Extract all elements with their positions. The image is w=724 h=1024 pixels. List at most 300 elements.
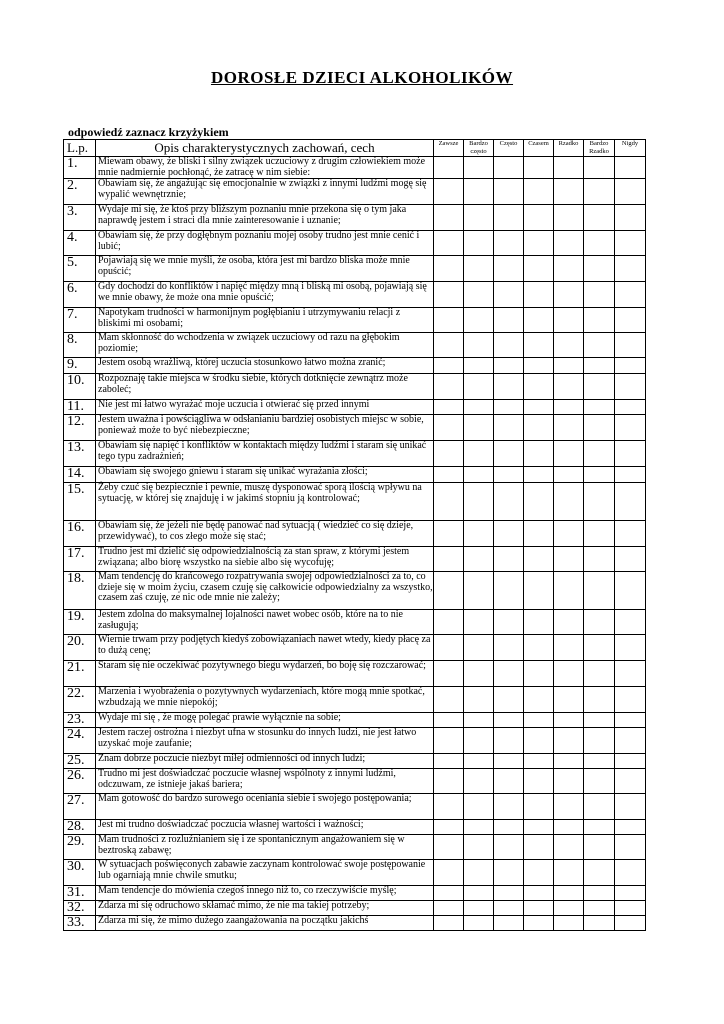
answer-cell-never[interactable] [615,205,646,231]
table-row [64,374,646,400]
answer-cell-very-rarely[interactable] [584,256,615,282]
answer-cell-never[interactable] [615,333,646,358]
answer-cell-often[interactable] [494,157,524,179]
answer-cell-never[interactable] [615,308,646,333]
answer-cell-sometimes[interactable] [524,358,554,374]
answer-cell-always[interactable] [434,916,464,931]
answer-cell-sometimes[interactable] [524,415,554,441]
answer-cell-never[interactable] [615,256,646,282]
row-description: Mam trudności z rozluźnianiem się i ze spontanicznym angażowaniem się w beztroską zabawę; [96,835,434,860]
answer-cell-sometimes[interactable] [524,713,554,728]
answer-cell-never[interactable] [615,860,646,886]
answer-cell-sometimes[interactable] [524,886,554,901]
answer-cell-sometimes[interactable] [524,635,554,661]
row-number: 6. [64,282,96,308]
answer-cell-always[interactable] [434,467,464,483]
answer-cell-very-often[interactable] [464,572,494,610]
answer-cell-very-often[interactable] [464,661,494,687]
answer-cell-very-rarely[interactable] [584,358,615,374]
answer-cell-always[interactable] [434,282,464,308]
answer-cell-never[interactable] [615,415,646,441]
answer-cell-sometimes[interactable] [524,179,554,205]
answer-cell-very-rarely[interactable] [584,374,615,400]
answer-cell-always[interactable] [434,713,464,728]
answer-cell-never[interactable] [615,441,646,467]
answer-cell-very-rarely[interactable] [584,572,615,610]
answer-cell-often[interactable] [494,415,524,441]
answer-cell-never[interactable] [615,687,646,713]
answer-cell-sometimes[interactable] [524,835,554,860]
answer-cell-never[interactable] [615,769,646,794]
answer-cell-rarely[interactable] [554,157,584,179]
answer-cell-rarely[interactable] [554,835,584,860]
answer-cell-often[interactable] [494,794,524,820]
answer-cell-sometimes[interactable] [524,794,554,820]
answer-cell-always[interactable] [434,547,464,572]
answer-cell-very-often[interactable] [464,916,494,931]
answer-cell-often[interactable] [494,886,524,901]
row-number: 24. [64,728,96,754]
answer-cell-rarely[interactable] [554,333,584,358]
answer-cell-very-rarely[interactable] [584,415,615,441]
answer-cell-sometimes[interactable] [524,547,554,572]
answer-cell-rarely[interactable] [554,860,584,886]
answer-cell-very-rarely[interactable] [584,769,615,794]
answer-cell-often[interactable] [494,333,524,358]
answer-cell-often[interactable] [494,521,524,547]
answer-cell-very-rarely[interactable] [584,205,615,231]
answer-cell-never[interactable] [615,820,646,835]
answer-cell-never[interactable] [615,179,646,205]
answer-cell-very-rarely[interactable] [584,860,615,886]
answer-cell-always[interactable] [434,308,464,333]
answer-cell-always[interactable] [434,231,464,256]
answer-cell-never[interactable] [615,521,646,547]
answer-cell-never[interactable] [615,358,646,374]
answer-cell-sometimes[interactable] [524,754,554,769]
answer-cell-always[interactable] [434,754,464,769]
header-description: Opis charakterystycznych zachowań, cech [96,140,434,157]
answer-cell-always[interactable] [434,179,464,205]
answer-cell-often[interactable] [494,358,524,374]
table-row [64,400,646,415]
answer-cell-often[interactable] [494,308,524,333]
answer-cell-always[interactable] [434,358,464,374]
answer-cell-very-rarely[interactable] [584,713,615,728]
answer-cell-very-often[interactable] [464,467,494,483]
answer-cell-never[interactable] [615,754,646,769]
row-description: Obawiam się, że przy dogłębnym poznaniu mojej osoby trudno jest mnie cenić i lubić; [96,231,434,256]
answer-cell-sometimes[interactable] [524,467,554,483]
row-description: Marzenia i wyobrażenia o pozytywnych wydarzeniach, które mogą mnie spotkać, wzbudzają we mnie niepokój; [96,687,434,713]
answer-cell-rarely[interactable] [554,635,584,661]
answer-cell-sometimes[interactable] [524,661,554,687]
answer-cell-often[interactable] [494,205,524,231]
row-number: 3. [64,205,96,231]
answer-cell-very-rarely[interactable] [584,179,615,205]
answer-cell-rarely[interactable] [554,754,584,769]
row-number: 12. [64,415,96,441]
row-number: 10. [64,374,96,400]
answer-cell-never[interactable] [615,835,646,860]
answer-cell-rarely[interactable] [554,794,584,820]
answer-cell-rarely[interactable] [554,231,584,256]
answer-cell-never[interactable] [615,916,646,931]
answer-cell-sometimes[interactable] [524,441,554,467]
row-number: 21. [64,661,96,687]
answer-cell-often[interactable] [494,467,524,483]
answer-cell-rarely[interactable] [554,687,584,713]
answer-cell-very-often[interactable] [464,886,494,901]
answer-cell-sometimes[interactable] [524,205,554,231]
answer-cell-often[interactable] [494,179,524,205]
answer-cell-rarely[interactable] [554,769,584,794]
answer-cell-never[interactable] [615,231,646,256]
answer-cell-very-often[interactable] [464,308,494,333]
answer-cell-sometimes[interactable] [524,333,554,358]
answer-cell-very-rarely[interactable] [584,610,615,635]
answer-cell-always[interactable] [434,374,464,400]
table-row [64,467,646,483]
answer-cell-often[interactable] [494,547,524,572]
answer-cell-often[interactable] [494,728,524,754]
answer-cell-never[interactable] [615,282,646,308]
answer-cell-rarely[interactable] [554,205,584,231]
answer-cell-always[interactable] [434,333,464,358]
answer-cell-always[interactable] [434,769,464,794]
answer-cell-very-often[interactable] [464,728,494,754]
answer-cell-very-rarely[interactable] [584,441,615,467]
answer-cell-often[interactable] [494,374,524,400]
answer-cell-rarely[interactable] [554,916,584,931]
answer-cell-rarely[interactable] [554,661,584,687]
answer-cell-always[interactable] [434,901,464,916]
answer-cell-never[interactable] [615,547,646,572]
answer-cell-often[interactable] [494,231,524,256]
table-row [64,635,646,661]
answer-cell-never[interactable] [615,467,646,483]
header-option-always: Zawsze [434,140,464,157]
answer-cell-very-rarely[interactable] [584,282,615,308]
answer-cell-always[interactable] [434,860,464,886]
answer-cell-very-rarely[interactable] [584,157,615,179]
answer-cell-sometimes[interactable] [524,157,554,179]
answer-cell-rarely[interactable] [554,610,584,635]
answer-cell-rarely[interactable] [554,886,584,901]
answer-cell-always[interactable] [434,886,464,901]
answer-cell-often[interactable] [494,661,524,687]
answer-cell-never[interactable] [615,400,646,415]
answer-cell-very-often[interactable] [464,835,494,860]
table-row [64,916,646,931]
answer-cell-sometimes[interactable] [524,282,554,308]
answer-cell-always[interactable] [434,728,464,754]
answer-cell-often[interactable] [494,635,524,661]
row-description: Staram się nie oczekiwać pozytywnego biegu wydarzeń, bo boję się rozczarować; [96,661,434,687]
answer-cell-always[interactable] [434,415,464,441]
answer-cell-always[interactable] [434,157,464,179]
row-description: Obawiam się napięć i konfliktów w kontaktach między ludźmi i staram się unikać tego typu zadrażnień; [96,441,434,467]
table-row [64,794,646,820]
answer-cell-very-often[interactable] [464,610,494,635]
row-number: 20. [64,635,96,661]
answer-cell-often[interactable] [494,483,524,521]
answer-cell-often[interactable] [494,901,524,916]
row-description: Pojawiają się we mnie myśli, że osoba, która jest mi bardzo bliska może mnie opuścić; [96,256,434,282]
answer-cell-rarely[interactable] [554,521,584,547]
row-description: Jestem uważna i powściągliwa w odsłanianiu bardziej osobistych miejsc w sobie, ponieważ może to być niebezpieczne; [96,415,434,441]
header-lp: L.p. [64,140,96,157]
answer-cell-always[interactable] [434,483,464,521]
answer-cell-very-often[interactable] [464,860,494,886]
table-row [64,256,646,282]
answer-cell-very-rarely[interactable] [584,521,615,547]
answer-cell-very-often[interactable] [464,179,494,205]
answer-cell-very-often[interactable] [464,483,494,521]
table-row [64,901,646,916]
answer-cell-sometimes[interactable] [524,572,554,610]
row-description: Obawiam się, że jeżeli nie będę panować nad sytuacją ( wiedzieć co się dzieje, przewidywać), to cos złego może się stać; [96,521,434,547]
answer-cell-rarely[interactable] [554,400,584,415]
row-number: 17. [64,547,96,572]
answer-cell-never[interactable] [615,713,646,728]
answer-cell-always[interactable] [434,610,464,635]
answer-cell-very-rarely[interactable] [584,687,615,713]
answer-cell-very-often[interactable] [464,374,494,400]
answer-cell-never[interactable] [615,483,646,521]
row-description: Rozpoznaję takie miejsca w środku siebie, których dotknięcie zewnątrz może zaboleć; [96,374,434,400]
row-description: Napotykam trudności w harmonijnym pogłębianiu i utrzymywaniu relacji z bliskimi mi osobami; [96,308,434,333]
table-row [64,713,646,728]
answer-cell-never[interactable] [615,374,646,400]
answer-cell-rarely[interactable] [554,713,584,728]
answer-cell-always[interactable] [434,687,464,713]
answer-cell-rarely[interactable] [554,728,584,754]
answer-cell-very-often[interactable] [464,820,494,835]
answer-cell-rarely[interactable] [554,467,584,483]
answer-cell-very-often[interactable] [464,521,494,547]
row-number: 29. [64,835,96,860]
page-title: DOROSŁE DZIECI ALKOHOLIKÓW [210,68,514,87]
questionnaire-table [63,139,646,931]
answer-cell-rarely[interactable] [554,179,584,205]
answer-cell-very-often[interactable] [464,157,494,179]
row-description: Mam tendencję do krańcowego rozpatrywania swojej odpowiedzialności za to, co dzieje się w moim życiu, czasem czuję się całkowicie odpowiedzialny za wszystko, czasem zaś czuję, ze nic ode mnie nie zależy; [96,572,434,610]
answer-cell-often[interactable] [494,754,524,769]
answer-cell-very-often[interactable] [464,358,494,374]
table-row [64,308,646,333]
answer-cell-often[interactable] [494,441,524,467]
answer-cell-often[interactable] [494,687,524,713]
instruction-text: odpowiedź zaznacz krzyżykiem [68,125,229,139]
table-row [64,282,646,308]
answer-cell-always[interactable] [434,400,464,415]
answer-cell-always[interactable] [434,794,464,820]
table-row [64,835,646,860]
answer-cell-very-rarely[interactable] [584,661,615,687]
table-row [64,754,646,769]
answer-cell-very-rarely[interactable] [584,728,615,754]
answer-cell-never[interactable] [615,661,646,687]
answer-cell-very-often[interactable] [464,754,494,769]
answer-cell-very-rarely[interactable] [584,754,615,769]
answer-cell-sometimes[interactable] [524,231,554,256]
row-description: Wydaje mi się , że mogę polegać prawie wyłącznie na sobie; [96,713,434,728]
row-description: Znam dobrze poczucie niezbyt miłej odmienności od innych ludzi; [96,754,434,769]
answer-cell-very-often[interactable] [464,713,494,728]
answer-cell-very-often[interactable] [464,794,494,820]
answer-cell-always[interactable] [434,205,464,231]
table-row [64,179,646,205]
answer-cell-rarely[interactable] [554,901,584,916]
answer-cell-very-rarely[interactable] [584,483,615,521]
table-row [64,769,646,794]
answer-cell-very-rarely[interactable] [584,308,615,333]
answer-cell-sometimes[interactable] [524,483,554,521]
answer-cell-never[interactable] [615,610,646,635]
table-row [64,820,646,835]
answer-cell-sometimes[interactable] [524,256,554,282]
answer-cell-often[interactable] [494,713,524,728]
answer-cell-very-rarely[interactable] [584,794,615,820]
row-description: Mam gotowość do bardzo surowego oceniania siebie i swojego postępowania; [96,794,434,820]
answer-cell-sometimes[interactable] [524,521,554,547]
row-number: 13. [64,441,96,467]
answer-cell-very-rarely[interactable] [584,916,615,931]
row-description: Wiernie trwam przy podjętych kiedyś zobowiązaniach nawet wtedy, kiedy płacę za to dużą cenę; [96,635,434,661]
answer-cell-very-often[interactable] [464,333,494,358]
answer-cell-rarely[interactable] [554,374,584,400]
answer-cell-very-rarely[interactable] [584,835,615,860]
answer-cell-sometimes[interactable] [524,308,554,333]
table-row [64,728,646,754]
row-number: 25. [64,754,96,769]
answer-cell-often[interactable] [494,572,524,610]
answer-cell-very-rarely[interactable] [584,886,615,901]
answer-cell-very-often[interactable] [464,256,494,282]
answer-cell-very-often[interactable] [464,205,494,231]
answer-cell-often[interactable] [494,256,524,282]
answer-cell-very-often[interactable] [464,687,494,713]
answer-cell-always[interactable] [434,521,464,547]
row-number: 9. [64,358,96,374]
answer-cell-very-often[interactable] [464,635,494,661]
answer-cell-rarely[interactable] [554,415,584,441]
table-row [64,205,646,231]
answer-cell-often[interactable] [494,820,524,835]
answer-cell-often[interactable] [494,610,524,635]
answer-cell-never[interactable] [615,901,646,916]
table-row [64,441,646,467]
answer-cell-always[interactable] [434,256,464,282]
answer-cell-sometimes[interactable] [524,687,554,713]
row-number: 18. [64,572,96,610]
answer-cell-sometimes[interactable] [524,610,554,635]
answer-cell-often[interactable] [494,282,524,308]
answer-cell-rarely[interactable] [554,282,584,308]
answer-cell-always[interactable] [434,661,464,687]
answer-cell-sometimes[interactable] [524,860,554,886]
table-row [64,610,646,635]
answer-cell-never[interactable] [615,728,646,754]
table-row [64,572,646,610]
answer-cell-rarely[interactable] [554,441,584,467]
answer-cell-never[interactable] [615,572,646,610]
answer-cell-never[interactable] [615,635,646,661]
answer-cell-very-often[interactable] [464,441,494,467]
answer-cell-always[interactable] [434,835,464,860]
answer-cell-rarely[interactable] [554,820,584,835]
header-option-never: Nigdy [615,140,646,157]
answer-cell-very-often[interactable] [464,547,494,572]
answer-cell-rarely[interactable] [554,572,584,610]
answer-cell-very-often[interactable] [464,901,494,916]
answer-cell-very-rarely[interactable] [584,635,615,661]
answer-cell-often[interactable] [494,860,524,886]
answer-cell-always[interactable] [434,635,464,661]
answer-cell-always[interactable] [434,441,464,467]
table-row [64,521,646,547]
header-option-sometimes: Czasem [524,140,554,157]
answer-cell-always[interactable] [434,572,464,610]
answer-cell-rarely[interactable] [554,308,584,333]
answer-cell-never[interactable] [615,794,646,820]
answer-cell-very-often[interactable] [464,400,494,415]
answer-cell-rarely[interactable] [554,483,584,521]
answer-cell-very-often[interactable] [464,769,494,794]
answer-cell-very-rarely[interactable] [584,231,615,256]
answer-cell-sometimes[interactable] [524,374,554,400]
answer-cell-very-rarely[interactable] [584,400,615,415]
answer-cell-often[interactable] [494,400,524,415]
answer-cell-sometimes[interactable] [524,916,554,931]
answer-cell-very-rarely[interactable] [584,820,615,835]
answer-cell-rarely[interactable] [554,358,584,374]
row-number: 16. [64,521,96,547]
row-number: 32. [64,901,96,916]
row-number: 19. [64,610,96,635]
row-description: Obawiam się swojego gniewu i staram się unikać wyrażania złości; [96,467,434,483]
answer-cell-very-often[interactable] [464,231,494,256]
answer-cell-often[interactable] [494,769,524,794]
row-number: 31. [64,886,96,901]
answer-cell-often[interactable] [494,916,524,931]
answer-cell-often[interactable] [494,835,524,860]
answer-cell-very-often[interactable] [464,415,494,441]
row-description: Trudno mi jest doświadczać poczucie własnej wspólnoty z innymi ludźmi, odczuwam, ze istnieje jakaś bariera; [96,769,434,794]
answer-cell-very-rarely[interactable] [584,333,615,358]
answer-cell-never[interactable] [615,157,646,179]
answer-cell-very-rarely[interactable] [584,901,615,916]
answer-cell-very-rarely[interactable] [584,467,615,483]
answer-cell-sometimes[interactable] [524,728,554,754]
header-option-rarely: Rzadko [554,140,584,157]
table-row [64,687,646,713]
table-row [64,886,646,901]
answer-cell-sometimes[interactable] [524,769,554,794]
answer-cell-rarely[interactable] [554,256,584,282]
answer-cell-very-often[interactable] [464,282,494,308]
answer-cell-very-rarely[interactable] [584,547,615,572]
answer-cell-sometimes[interactable] [524,820,554,835]
row-number: 5. [64,256,96,282]
answer-cell-rarely[interactable] [554,547,584,572]
answer-cell-always[interactable] [434,820,464,835]
table-row [64,231,646,256]
answer-cell-sometimes[interactable] [524,901,554,916]
answer-cell-sometimes[interactable] [524,400,554,415]
answer-cell-never[interactable] [615,886,646,901]
